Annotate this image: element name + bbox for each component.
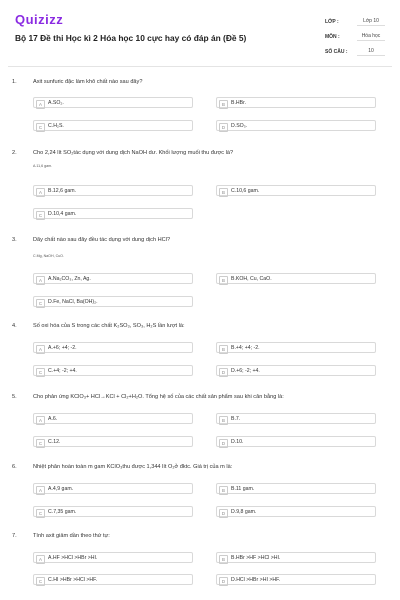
option-text: A.6. bbox=[48, 416, 58, 422]
question-number: 5. bbox=[12, 394, 17, 400]
option-a[interactable] bbox=[33, 185, 193, 196]
option-letter: A bbox=[36, 276, 45, 285]
option-letter: A bbox=[36, 345, 45, 354]
meta-label: LỚP : bbox=[325, 18, 339, 25]
option-letter: D bbox=[219, 123, 228, 132]
question-number: 7. bbox=[12, 533, 17, 539]
option-text: C.7,35 gam. bbox=[48, 509, 77, 515]
option-letter: B bbox=[219, 486, 228, 495]
option-text: A.Na₂CO₃, Zn, Ag. bbox=[48, 276, 91, 282]
option-a[interactable] bbox=[33, 273, 193, 284]
option-b[interactable] bbox=[216, 185, 376, 196]
question-number: 6. bbox=[12, 464, 17, 470]
option-a[interactable] bbox=[33, 413, 193, 424]
meta-label: SỐ CÂU : bbox=[325, 48, 348, 55]
option-text: C.HI >HBr >HCl >HF. bbox=[48, 577, 98, 583]
option-letter: C bbox=[36, 577, 45, 586]
option-c[interactable] bbox=[33, 436, 193, 447]
option-a[interactable] bbox=[33, 342, 193, 353]
meta-row-count bbox=[325, 44, 385, 59]
option-letter: C bbox=[36, 368, 45, 377]
option-b[interactable] bbox=[216, 273, 376, 284]
option-letter: D bbox=[219, 368, 228, 377]
option-text: D.Fe, NaCl, Ba(OH)₂. bbox=[48, 299, 98, 305]
option-text: B.+4; +4; -2. bbox=[231, 345, 260, 351]
question-text: Axit sunfuric đặc làm khô chất nào sau đây? bbox=[33, 79, 143, 85]
option-text: C.10,6 gam. bbox=[231, 188, 260, 194]
option-b[interactable] bbox=[216, 97, 376, 108]
option-text: B.KOH, Cu, CaO. bbox=[231, 276, 272, 282]
option-letter: B bbox=[219, 188, 228, 197]
option-a[interactable] bbox=[33, 97, 193, 108]
option-text: A.+6; +4; -2. bbox=[48, 345, 77, 351]
header-divider bbox=[8, 66, 392, 67]
option-text: A.4,9 gam. bbox=[48, 486, 74, 492]
option-letter: A bbox=[36, 555, 45, 564]
meta-value: Lớp 10 bbox=[357, 18, 385, 26]
option-text: C.12. bbox=[48, 439, 61, 445]
option-b[interactable] bbox=[216, 342, 376, 353]
option-letter: B bbox=[219, 100, 228, 109]
option-letter: D bbox=[219, 509, 228, 518]
question-text: Tính axit giảm dần theo thứ tự: bbox=[33, 533, 110, 539]
meta-value: Hóa học bbox=[357, 33, 385, 41]
option-text: D.9,8 gam. bbox=[231, 509, 257, 515]
option-letter: C bbox=[36, 439, 45, 448]
option-letter: D bbox=[219, 577, 228, 586]
page-title: Bộ 17 Đề thi Học kì 2 Hóa học 10 cực hay có đáp án (Đề 5) bbox=[15, 33, 247, 43]
option-text: D.10. bbox=[231, 439, 244, 445]
question-text: Dãy chất nào sau đây đều tác dụng với dung dịch HCl? bbox=[33, 237, 171, 243]
option-a[interactable] bbox=[33, 552, 193, 563]
option-d[interactable] bbox=[216, 365, 376, 376]
question-note: C.Mg, NaOH, CuO. bbox=[33, 254, 64, 258]
option-b[interactable] bbox=[216, 483, 376, 494]
option-c[interactable] bbox=[33, 120, 193, 131]
option-text: D.10,4 gam. bbox=[48, 211, 77, 217]
option-c[interactable] bbox=[33, 574, 193, 585]
option-text: D.+6; -2; +4. bbox=[231, 368, 260, 374]
quizizz-logo: Quizizz bbox=[15, 12, 64, 27]
question-text: Số oxi hóa của S trong các chất K₂SO₃, SO₃, H₂S lần lượt là: bbox=[33, 323, 185, 329]
option-text: A.HF >HCl >HBr >HI. bbox=[48, 555, 98, 561]
meta-row-class bbox=[325, 14, 385, 29]
option-letter: C bbox=[36, 299, 45, 308]
meta-row-subject bbox=[325, 29, 385, 44]
option-c[interactable] bbox=[33, 365, 193, 376]
option-text: B.7. bbox=[231, 416, 241, 422]
option-letter: B bbox=[219, 276, 228, 285]
option-letter: B bbox=[219, 345, 228, 354]
option-letter: A bbox=[36, 486, 45, 495]
option-d[interactable] bbox=[216, 120, 376, 131]
option-letter: B bbox=[219, 416, 228, 425]
option-letter: D bbox=[219, 439, 228, 448]
option-text: D.HCl >HBr >HI >HF. bbox=[231, 577, 281, 583]
option-c[interactable] bbox=[33, 506, 193, 517]
option-letter: C bbox=[36, 211, 45, 220]
question-note: A.11,6 gam. bbox=[33, 164, 53, 168]
option-letter: B bbox=[219, 555, 228, 564]
option-letter: A bbox=[36, 100, 45, 109]
option-letter: C bbox=[36, 509, 45, 518]
option-text: A.SO₂. bbox=[48, 100, 64, 106]
question-text: Cho 2,24 lít SO₂tác dụng với dung dịch NaOH dư. Khối lượng muối thu được là? bbox=[33, 150, 234, 156]
meta-value: 10 bbox=[357, 48, 385, 56]
option-c[interactable] bbox=[33, 296, 193, 307]
option-c[interactable] bbox=[33, 208, 193, 219]
option-text: C.H₂S. bbox=[48, 123, 64, 129]
option-letter: C bbox=[36, 123, 45, 132]
option-letter: A bbox=[36, 416, 45, 425]
option-text: B.12,6 gam. bbox=[48, 188, 76, 194]
option-b[interactable] bbox=[216, 413, 376, 424]
option-a[interactable] bbox=[33, 483, 193, 494]
question-text: Cho phản ứng KClO₃+ HCl→KCl + Cl₂+H₂O. Tổng hệ số của các chất sản phẩm sau khi cân bằng là: bbox=[33, 394, 284, 400]
option-b[interactable] bbox=[216, 552, 376, 563]
question-number: 3. bbox=[12, 237, 17, 243]
question-number: 1. bbox=[12, 79, 17, 85]
option-d[interactable] bbox=[216, 436, 376, 447]
option-d[interactable] bbox=[216, 574, 376, 585]
option-text: B.11 gam. bbox=[231, 486, 255, 492]
meta-panel bbox=[325, 14, 385, 59]
option-text: B.HBr >HF >HCl >HI. bbox=[231, 555, 281, 561]
option-text: C.+4; -2; +4. bbox=[48, 368, 77, 374]
option-letter: A bbox=[36, 188, 45, 197]
option-d[interactable] bbox=[216, 506, 376, 517]
question-number: 4. bbox=[12, 323, 17, 329]
meta-label: MÔN : bbox=[325, 33, 340, 40]
question-text: Nhiệt phân hoàn toàn m gam KClO₃thu được 1,344 lít O₂ở đktc. Giá trị của m là: bbox=[33, 464, 233, 470]
option-text: B.HBr. bbox=[231, 100, 246, 106]
option-text: D.SO₃. bbox=[231, 123, 248, 129]
question-number: 2. bbox=[12, 150, 17, 156]
